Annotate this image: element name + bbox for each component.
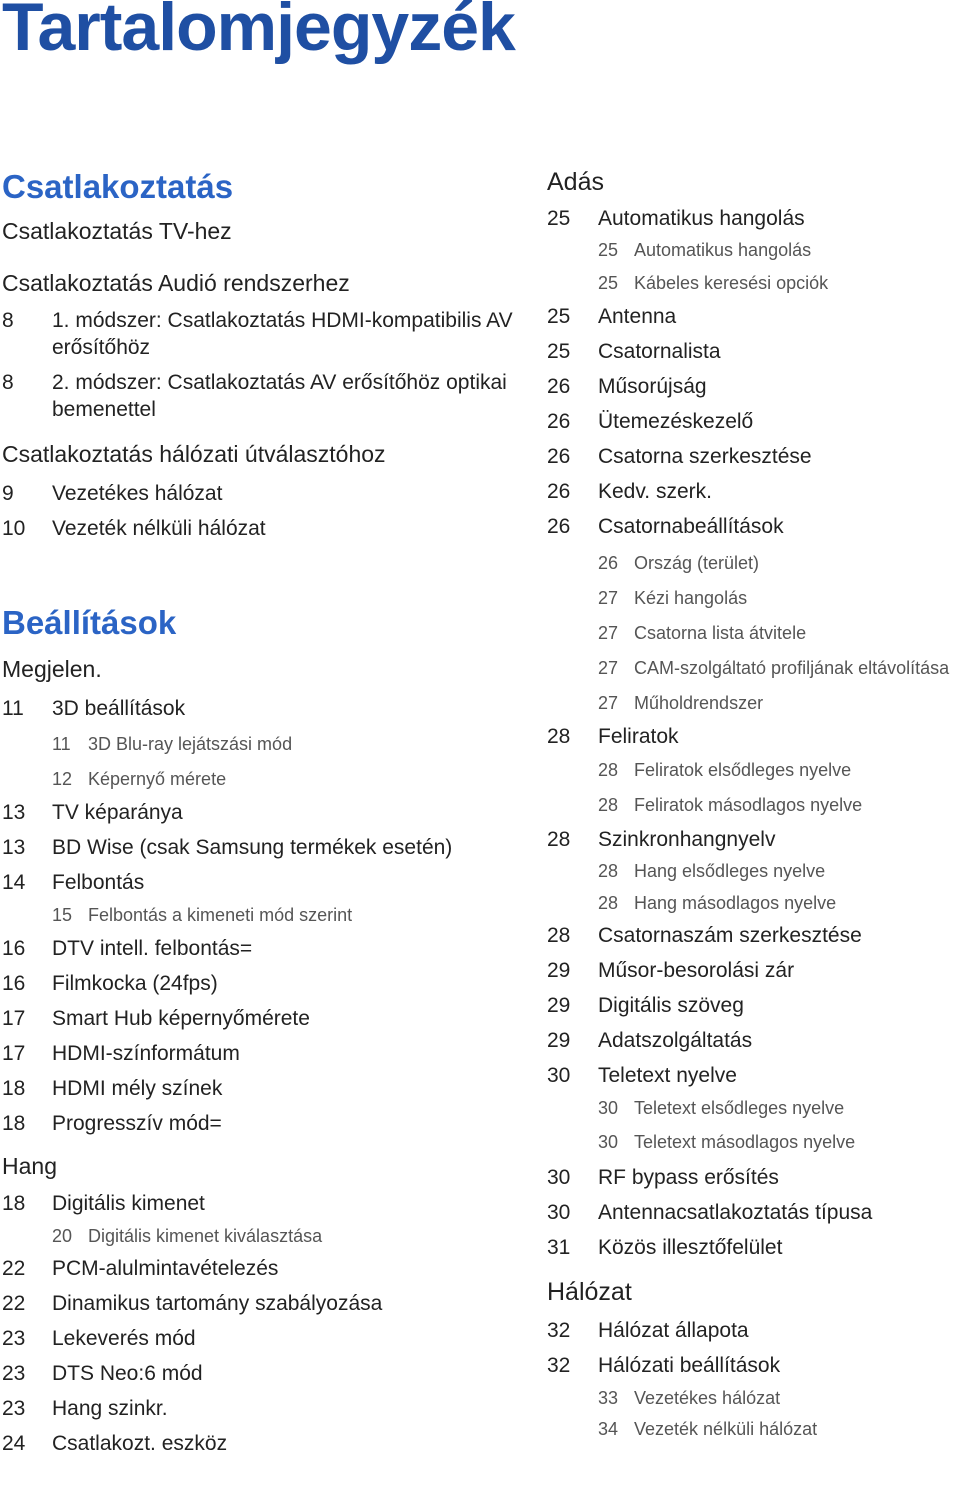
page-number: 30 — [598, 1132, 619, 1152]
entry-text: Ország (terület) — [634, 553, 760, 573]
page-number: 25 — [547, 207, 571, 230]
entry-text: DTS Neo:6 mód — [52, 1362, 203, 1385]
toc-entry[interactable] — [547, 957, 960, 984]
entry-text: Felbontás a kimeneti mód szerint — [88, 905, 353, 925]
page-number: 28 — [547, 828, 571, 851]
toc-entry[interactable] — [547, 1027, 960, 1054]
toc-entry[interactable] — [547, 303, 960, 330]
entry-text: Csatorna szerkesztése — [598, 445, 812, 468]
entry-text: Teletext másodlagos nyelve — [634, 1132, 856, 1152]
page-number: 17 — [2, 1042, 26, 1065]
toc-entry[interactable] — [2, 369, 522, 423]
entry-text: Digitális szöveg — [598, 994, 744, 1017]
toc-subentry[interactable] — [547, 758, 960, 782]
entry-text: Filmkocka (24fps) — [52, 972, 218, 995]
entry-text: Antenna — [598, 305, 677, 328]
entry-text: Vezetékes hálózat — [634, 1388, 781, 1408]
entry-text: Antennacsatlakoztatás típusa — [598, 1201, 873, 1224]
page-number: 26 — [547, 375, 571, 398]
toc-entry[interactable] — [547, 1352, 960, 1379]
page-number: 16 — [2, 972, 26, 995]
section-title-beallitasok: Beállítások — [2, 604, 177, 641]
entry-text: Hálózati beállítások — [598, 1354, 781, 1377]
page-number: 10 — [2, 517, 26, 540]
toc-subentry[interactable] — [547, 551, 960, 575]
entry-text: RF bypass erősítés — [598, 1166, 779, 1189]
entry-text: Feliratok — [598, 725, 679, 748]
toc-entry[interactable] — [547, 922, 960, 949]
toc-subentry[interactable] — [547, 793, 960, 817]
page-number: 26 — [547, 410, 571, 433]
page-number: 26 — [547, 515, 571, 538]
toc-entry[interactable] — [2, 1075, 522, 1102]
page-number: 32 — [547, 1319, 571, 1342]
subsection-heading-network[interactable]: Csatlakoztatás hálózati útválasztóhoz — [2, 441, 386, 467]
page-number: 32 — [547, 1354, 571, 1377]
toc-left-column — [2, 168, 522, 1457]
toc-entry[interactable] — [547, 826, 960, 853]
entry-text: Digitális kimenet kiválasztása — [88, 1226, 323, 1246]
toc-entry[interactable] — [2, 799, 522, 826]
toc-entry[interactable] — [547, 723, 960, 750]
toc-right-column — [547, 168, 960, 1441]
page-number: 29 — [547, 959, 571, 982]
entry-text: Csatorna lista átvitele — [634, 623, 807, 643]
subsection-heading-tv[interactable]: Csatlakoztatás TV-hez — [2, 218, 232, 244]
toc-entry[interactable] — [547, 205, 960, 232]
page-number: 15 — [52, 905, 73, 925]
entry-text: Csatornaszám szerkesztése — [598, 924, 862, 947]
subsection-heading-adas[interactable]: Adás — [547, 168, 604, 196]
toc-entry[interactable] — [2, 1290, 522, 1317]
entry-text: TV képaránya — [52, 801, 183, 824]
entry-text: Szinkronhangnyelv — [598, 828, 776, 851]
toc-subentry[interactable] — [547, 586, 960, 610]
page-number: 30 — [547, 1201, 571, 1224]
entry-text: Hang szinkr. — [52, 1397, 168, 1420]
page-number: 11 — [52, 734, 71, 754]
page-number: 25 — [598, 273, 619, 293]
page-number: 13 — [2, 801, 26, 824]
entry-text: Teletext elsődleges nyelve — [634, 1098, 845, 1118]
entry-text: 3D Blu-ray lejátszási mód — [88, 734, 293, 754]
entry-text: PCM-alulmintavételezés — [52, 1257, 279, 1280]
page-number: 13 — [2, 836, 26, 859]
page-number: 20 — [52, 1226, 73, 1246]
page-title: Tartalomjegyzék — [2, 0, 515, 65]
toc-subentry[interactable] — [547, 1130, 960, 1154]
page-number: 28 — [598, 760, 619, 780]
toc-subentry[interactable] — [2, 732, 522, 756]
page-number: 23 — [2, 1362, 26, 1385]
toc-entry[interactable] — [547, 992, 960, 1019]
entry-text: Kedv. szerk. — [598, 480, 712, 503]
page-number: 27 — [598, 623, 619, 643]
entry-text: HDMI mély színek — [52, 1077, 223, 1100]
page-number: 11 — [2, 697, 24, 720]
page-number: 28 — [598, 795, 619, 815]
entry-text: 2. módszer: Csatlakoztatás AV erősítőhöz optikai bemenettel — [52, 371, 507, 421]
toc-subentry[interactable] — [547, 891, 960, 915]
page-number: 28 — [547, 725, 571, 748]
page-number: 22 — [2, 1257, 26, 1280]
page-number: 30 — [547, 1064, 571, 1087]
page-number: 25 — [598, 240, 619, 260]
entry-text: Hang elsődleges nyelve — [634, 861, 826, 881]
toc-entry[interactable] — [2, 480, 522, 507]
entry-text: Kézi hangolás — [634, 588, 748, 608]
entry-text: Vezetékes hálózat — [52, 482, 223, 505]
toc-entry[interactable] — [547, 1062, 960, 1089]
page-number: 18 — [2, 1112, 26, 1135]
toc-subentry[interactable] — [2, 767, 522, 791]
entry-text: Közös illesztőfelület — [598, 1236, 783, 1259]
toc-entry[interactable] — [2, 695, 522, 722]
entry-text: Lekeverés mód — [52, 1327, 196, 1350]
subsection-heading-audio[interactable]: Csatlakoztatás Audió rendszerhez — [2, 270, 350, 296]
toc-entry[interactable] — [2, 1110, 522, 1137]
toc-entry[interactable] — [547, 478, 960, 505]
toc-subentry[interactable] — [2, 1224, 522, 1248]
toc-entry[interactable] — [2, 1325, 522, 1352]
toc-entry[interactable] — [547, 1317, 960, 1344]
entry-text: Digitális kimenet — [52, 1192, 205, 1215]
toc-entry[interactable] — [547, 338, 960, 365]
page-number: 8 — [2, 309, 14, 332]
page-number: 25 — [547, 305, 571, 328]
toc-subentry[interactable] — [547, 656, 960, 680]
page-number: 17 — [2, 1007, 26, 1030]
toc-subentry[interactable] — [2, 903, 522, 927]
page-number: 28 — [598, 861, 619, 881]
page-number: 30 — [547, 1166, 571, 1189]
page-number: 12 — [52, 769, 73, 789]
entry-text: Smart Hub képernyőmérete — [52, 1007, 310, 1030]
toc-subentry[interactable] — [547, 238, 960, 262]
page-number: 29 — [547, 994, 571, 1017]
page-number: 34 — [598, 1419, 619, 1439]
toc-entry[interactable] — [2, 1430, 522, 1457]
entry-text: HDMI-színformátum — [52, 1042, 240, 1065]
entry-text: Progresszív mód= — [52, 1112, 222, 1135]
toc-entry[interactable] — [2, 970, 522, 997]
page-number: 14 — [2, 871, 26, 894]
toc-entry[interactable] — [2, 869, 522, 896]
toc-entry[interactable] — [2, 935, 522, 962]
entry-text: Vezeték nélküli hálózat — [634, 1419, 818, 1439]
entry-text: Csatlakozt. eszköz — [52, 1432, 228, 1455]
entry-text: Feliratok másodlagos nyelve — [634, 795, 863, 815]
entry-text: Ütemezéskezelő — [598, 410, 754, 433]
page-number: 26 — [547, 445, 571, 468]
page-number: 30 — [598, 1098, 619, 1118]
entry-text: Automatikus hangolás — [634, 240, 812, 260]
toc-entry[interactable] — [2, 307, 522, 361]
entry-text: CAM-szolgáltató profiljának eltávolítása — [634, 658, 950, 678]
toc-entry[interactable] — [547, 513, 960, 540]
entry-text: Dinamikus tartomány szabályozása — [52, 1292, 383, 1315]
toc-entry[interactable] — [547, 1164, 960, 1191]
entry-text: Műsorújság — [598, 375, 707, 398]
toc-subentry[interactable] — [547, 1096, 960, 1120]
toc-entry[interactable] — [2, 1040, 522, 1067]
toc-entry[interactable] — [547, 373, 960, 400]
section-title-csatlakoztatas: Csatlakoztatás — [2, 168, 234, 205]
page-number: 18 — [2, 1077, 26, 1100]
toc-entry[interactable] — [547, 1199, 960, 1226]
entry-text: Vezeték nélküli hálózat — [52, 517, 266, 540]
page-number: 31 — [547, 1236, 571, 1259]
entry-text: BD Wise (csak Samsung termékek esetén) — [52, 836, 453, 859]
subsection-heading-halozat[interactable]: Hálózat — [547, 1278, 632, 1306]
page-number: 9 — [2, 482, 14, 505]
page-number: 23 — [2, 1327, 26, 1350]
page-number: 28 — [547, 924, 571, 947]
entry-text: Csatornalista — [598, 340, 721, 363]
toc-entry[interactable] — [2, 1395, 522, 1422]
entry-text: Felbontás — [52, 871, 145, 894]
toc-subentry[interactable] — [547, 1386, 960, 1410]
entry-text: Hálózat állapota — [598, 1319, 749, 1342]
page-number: 25 — [547, 340, 571, 363]
entry-text: Automatikus hangolás — [598, 207, 805, 230]
page-number: 27 — [598, 588, 619, 608]
page-number: 27 — [598, 658, 619, 678]
page-number: 29 — [547, 1029, 571, 1052]
toc-entry[interactable] — [2, 1255, 522, 1282]
toc-entry[interactable] — [2, 1360, 522, 1387]
toc-entry[interactable] — [2, 515, 522, 542]
toc-subentry[interactable] — [547, 691, 960, 715]
entry-text: Feliratok elsődleges nyelve — [634, 760, 852, 780]
toc-entry[interactable] — [2, 834, 522, 861]
toc-subentry[interactable] — [547, 271, 960, 295]
entry-text: Kábeles keresési opciók — [634, 273, 829, 293]
toc-entry[interactable] — [2, 1190, 522, 1217]
entry-text: Képernyő mérete — [88, 769, 227, 789]
toc-entry[interactable] — [2, 1005, 522, 1032]
entry-text: Műholdrendszer — [634, 693, 764, 713]
page-number: 26 — [598, 553, 619, 573]
page-number: 28 — [598, 893, 619, 913]
toc-entry[interactable] — [547, 408, 960, 435]
toc-entry[interactable] — [547, 443, 960, 470]
page-number: 26 — [547, 480, 571, 503]
entry-text: Adatszolgáltatás — [598, 1029, 753, 1052]
page-number: 16 — [2, 937, 26, 960]
entry-text: Műsor-besorolási zár — [598, 959, 795, 982]
toc-subentry[interactable] — [547, 621, 960, 645]
page-number: 33 — [598, 1388, 619, 1408]
entry-text: Teletext nyelve — [598, 1064, 737, 1087]
page-number: 22 — [2, 1292, 26, 1315]
entry-text: Csatornabeállítások — [598, 515, 784, 538]
page-number: 8 — [2, 371, 14, 394]
page-number: 24 — [2, 1432, 26, 1455]
entry-text: 1. módszer: Csatlakoztatás HDMI-kompatibilis AV erősítőhöz — [52, 309, 513, 359]
page-number: 18 — [2, 1192, 26, 1215]
toc-subentry[interactable] — [547, 859, 960, 883]
subsection-heading-hang[interactable]: Hang — [2, 1153, 57, 1179]
entry-text: Hang másodlagos nyelve — [634, 893, 837, 913]
toc-subentry[interactable] — [547, 1417, 960, 1441]
entry-text: DTV intell. felbontás= — [52, 937, 253, 960]
page-number: 23 — [2, 1397, 26, 1420]
entry-text: 3D beállítások — [52, 697, 186, 720]
subsection-heading-megjelen[interactable]: Megjelen. — [2, 656, 102, 682]
toc-entry[interactable] — [547, 1234, 960, 1261]
page-number: 27 — [598, 693, 619, 713]
